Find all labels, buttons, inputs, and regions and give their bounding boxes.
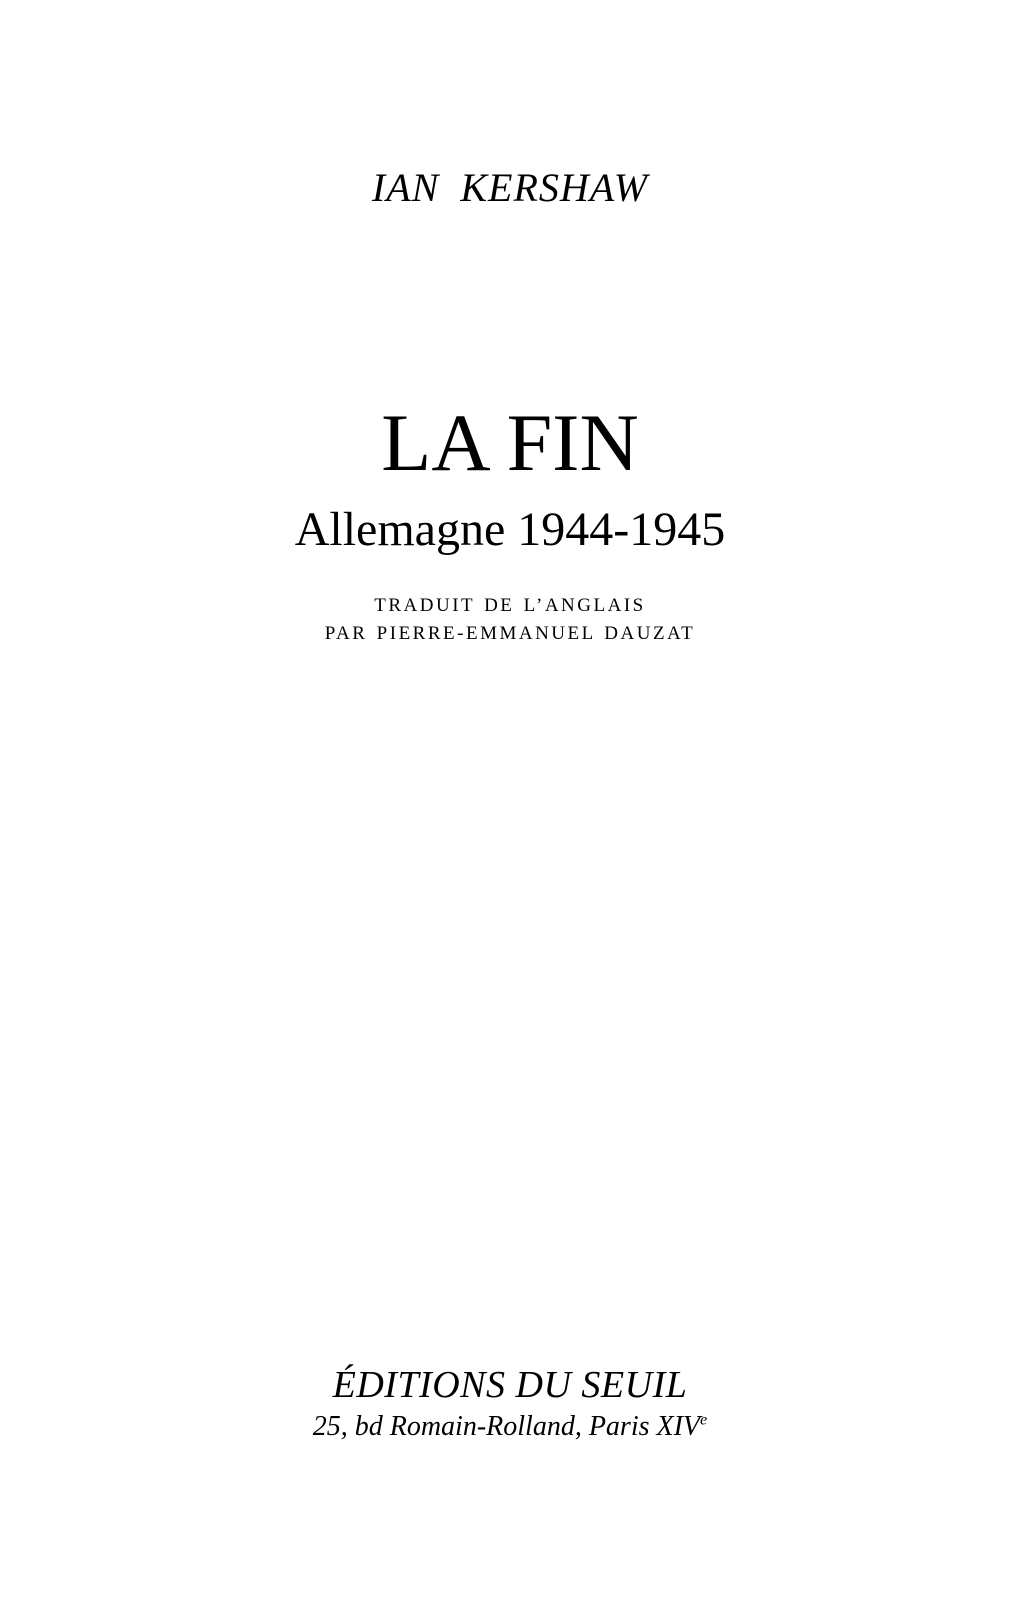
translation-credit [0,592,1020,648]
author-name: IAN KERSHAW [371,165,649,210]
translation-credit-line-1: TRADUIT DE L’ANGLAIS [374,595,646,616]
publisher-address-superscript: e [700,1410,708,1429]
book-title: LA FIN [381,397,639,488]
publisher-address [0,1410,1020,1442]
publisher-address-text: 25, bd Romain-Rolland, Paris XIV [312,1411,701,1442]
book-subtitle: Allemagne 1944-1945 [294,503,726,556]
publisher-name: ÉDITIONS DU SEUIL [332,1364,688,1406]
translation-credit-line-2: PAR PIERRE-EMMANUEL DAUZAT [324,623,696,644]
